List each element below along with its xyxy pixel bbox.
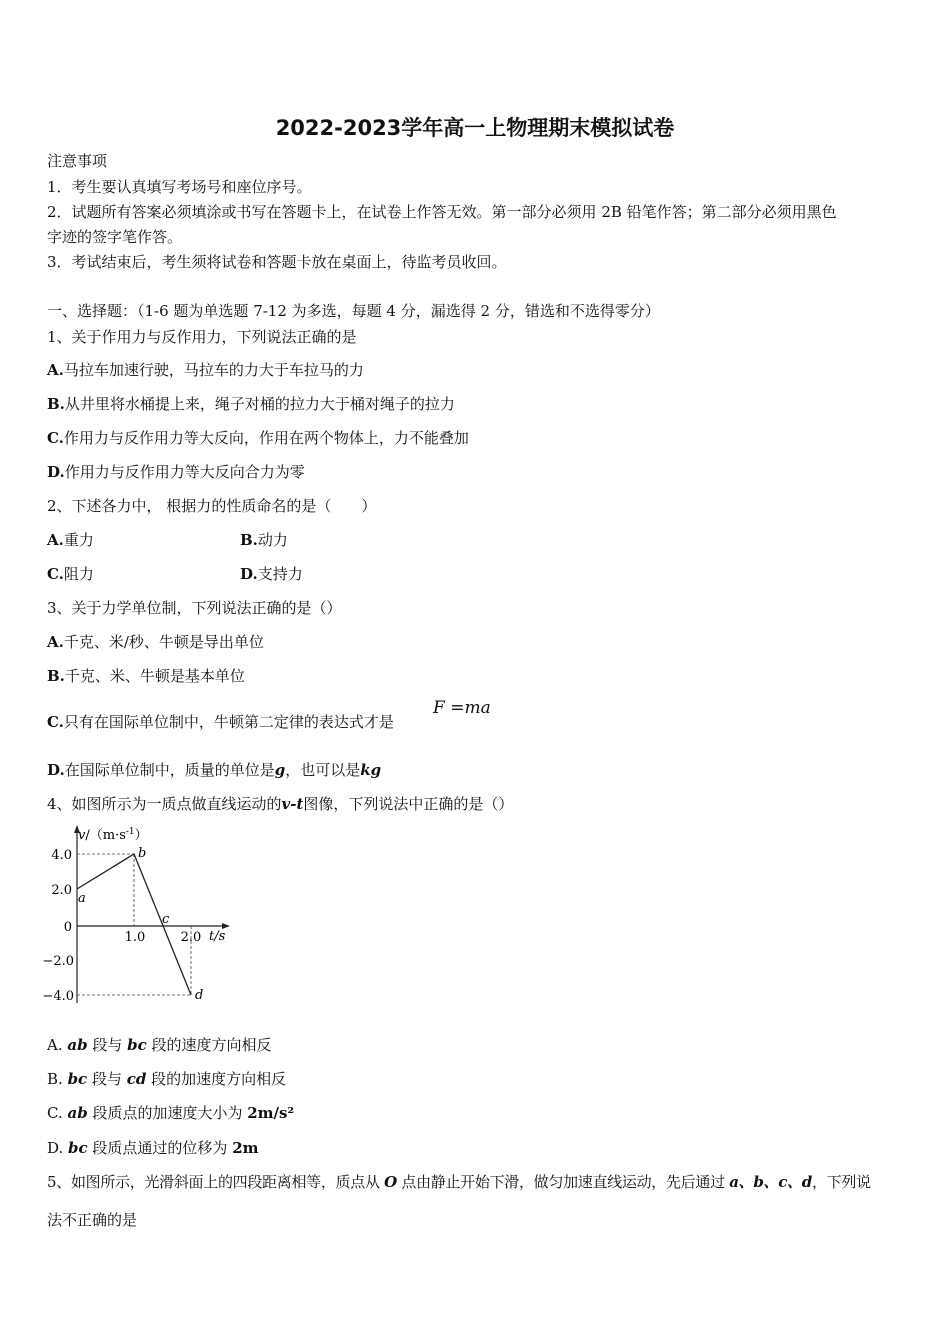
unit-g: g xyxy=(274,761,286,779)
option-text: 段的加速度方向相反 xyxy=(146,1070,287,1088)
y-tick-label: 0 xyxy=(63,920,72,935)
notice-item-1: 1．考生要认真填写考场号和座位序号。 xyxy=(47,178,312,196)
point-label-d: d xyxy=(195,988,204,1003)
point-label-a: a xyxy=(78,891,86,906)
notice-heading: 注意事项 xyxy=(47,152,108,170)
option-text: 段的速度方向相反 xyxy=(146,1036,272,1054)
q3-stem: 3、关于力学单位制，下列说法正确的是（） xyxy=(47,599,342,617)
point-o: O xyxy=(384,1173,397,1191)
q1-option-c xyxy=(47,428,469,448)
point-label-c: c xyxy=(162,912,170,927)
q3-option-c xyxy=(47,712,394,732)
option-letter: B. xyxy=(47,395,65,413)
stem-text: 4、如图所示为一质点做直线运动的 xyxy=(47,795,282,813)
q2-option-c xyxy=(47,565,94,583)
q5-stem-line-1 xyxy=(47,1172,871,1192)
segment-label: ab xyxy=(67,1036,88,1054)
option-text: 段与 xyxy=(87,1070,127,1088)
option-text: 从井里将水桶提上来，绳子对桶的拉力大于桶对绳子的拉力 xyxy=(64,395,455,413)
q4-option-a xyxy=(47,1035,272,1055)
notice-item-2-cont: 字迹的签字笔作答。 xyxy=(47,228,183,246)
option-text: 段质点的加速度大小为 xyxy=(87,1104,248,1122)
option-text: 在国际单位制中，质量的单位是 xyxy=(64,761,275,779)
point-label-b: b xyxy=(138,846,147,861)
option-text: 只有在国际单位制中，牛顿第二定律的表达式才是 xyxy=(63,713,394,731)
q3-option-b xyxy=(47,666,245,686)
value-label: 2m/s² xyxy=(247,1104,295,1122)
option-letter: C. xyxy=(47,429,64,447)
q1-option-a xyxy=(47,360,364,380)
q2-option-d xyxy=(240,564,303,584)
option-text: 段与 xyxy=(87,1036,128,1054)
x-tick-label: 2.0 xyxy=(180,930,202,945)
segment-label: ab xyxy=(67,1104,88,1122)
notice-item-3: 3．考试结束后，考生须将试卷和答题卡放在桌面上，待监考员收回。 xyxy=(47,253,507,271)
q4-option-d xyxy=(47,1138,259,1158)
section-heading: 一、选择题：（1-6 题为单选题 7-12 为多选，每题 4 分，漏选得 2 分，错选和不选得零分） xyxy=(47,302,660,320)
stem-text: ，下列说 xyxy=(811,1173,871,1191)
option-text: 作用力与反作用力等大反向，作用在两个物体上，力不能叠加 xyxy=(63,429,469,447)
option-letter: A. xyxy=(47,361,64,379)
vt-symbol: v-t xyxy=(281,795,304,813)
option-letter: B. xyxy=(47,667,65,685)
q2-option-a xyxy=(47,531,94,549)
q2-row-2 xyxy=(47,564,547,584)
x-tick-label: 1.0 xyxy=(124,930,146,945)
option-letter: B. xyxy=(47,1070,68,1088)
notice-item-2: 2．试题所有答案必须填涂或书写在答题卡上，在试卷上作答无效。第一部分必须用 2B 铅笔作答；第二部分必须用黑色 xyxy=(47,203,837,221)
q4-stem xyxy=(47,794,513,814)
option-letter: A. xyxy=(47,531,64,549)
page-title: 2022-2023学年高一上物理期末模拟试卷 xyxy=(275,116,675,140)
option-text: ，也可以是 xyxy=(285,761,361,779)
option-text: 动力 xyxy=(257,531,288,549)
option-letter: A. xyxy=(47,1036,68,1054)
formula-f-ma: F =ma xyxy=(433,698,491,718)
option-letter: C. xyxy=(47,713,64,731)
unit-kg: kg xyxy=(360,761,382,779)
option-letter: D. xyxy=(47,1139,69,1157)
option-letter: D. xyxy=(47,761,65,779)
x-axis-label: t/s xyxy=(209,929,226,944)
segment-label: bc xyxy=(68,1139,88,1157)
q5-stem-line-2: 法不正确的是 xyxy=(47,1211,138,1229)
option-text: 段质点通过的位移为 xyxy=(87,1139,233,1157)
q4-option-c xyxy=(47,1103,294,1123)
stem-text: 图像，下列说法中正确的是（） xyxy=(303,795,514,813)
q2-stem: 2、下述各力中， 根据力的性质命名的是（ ） xyxy=(47,497,377,515)
option-text: 千克、米、牛顿是基本单位 xyxy=(64,667,245,685)
option-letter: B. xyxy=(240,531,258,549)
option-text: 支持力 xyxy=(257,565,303,583)
q1-option-d xyxy=(47,462,305,482)
q3-option-a xyxy=(47,632,264,652)
option-text: 重力 xyxy=(63,531,94,549)
y-tick-label: 2.0 xyxy=(51,883,72,898)
q1-stem: 1、关于作用力与反作用力，下列说法正确的是 xyxy=(47,328,357,346)
segment-label: cd xyxy=(126,1070,147,1088)
option-text: 作用力与反作用力等大反向合力为零 xyxy=(64,463,305,481)
value-label: 2m xyxy=(232,1139,259,1157)
y-tick-label: 4.0 xyxy=(51,848,72,863)
segment-label: bc xyxy=(127,1036,147,1054)
q4-option-b xyxy=(47,1069,286,1089)
q2-row-1 xyxy=(47,530,547,550)
stem-text: 5、如图所示，光滑斜面上的四段距离相等，质点从 xyxy=(47,1173,385,1191)
option-text: 马拉车加速行驶，马拉车的力大于车拉马的力 xyxy=(63,361,364,379)
q1-option-b xyxy=(47,394,455,414)
segment-label: bc xyxy=(67,1070,88,1088)
option-letter: D. xyxy=(240,565,258,583)
option-letter: D. xyxy=(47,463,65,481)
y-tick-label: −4.0 xyxy=(42,989,74,1004)
q3-option-d xyxy=(47,760,381,780)
vt-graph xyxy=(40,823,240,1008)
y-axis-label: $v/(m\cdot s^{-1})$ xyxy=(78,827,148,843)
option-text: 阻力 xyxy=(63,565,94,583)
points-abcd: a、b、c、d xyxy=(729,1173,812,1191)
option-text: 千克、米/秒、牛顿是导出单位 xyxy=(63,633,264,651)
option-letter: A. xyxy=(47,633,64,651)
option-letter: C. xyxy=(47,1104,68,1122)
q2-option-b xyxy=(240,530,288,550)
y-tick-label: −2.0 xyxy=(42,954,74,969)
option-letter: C. xyxy=(47,565,64,583)
stem-text: 点由静止开始下滑，做匀加速直线运动，先后通过 xyxy=(396,1173,730,1191)
